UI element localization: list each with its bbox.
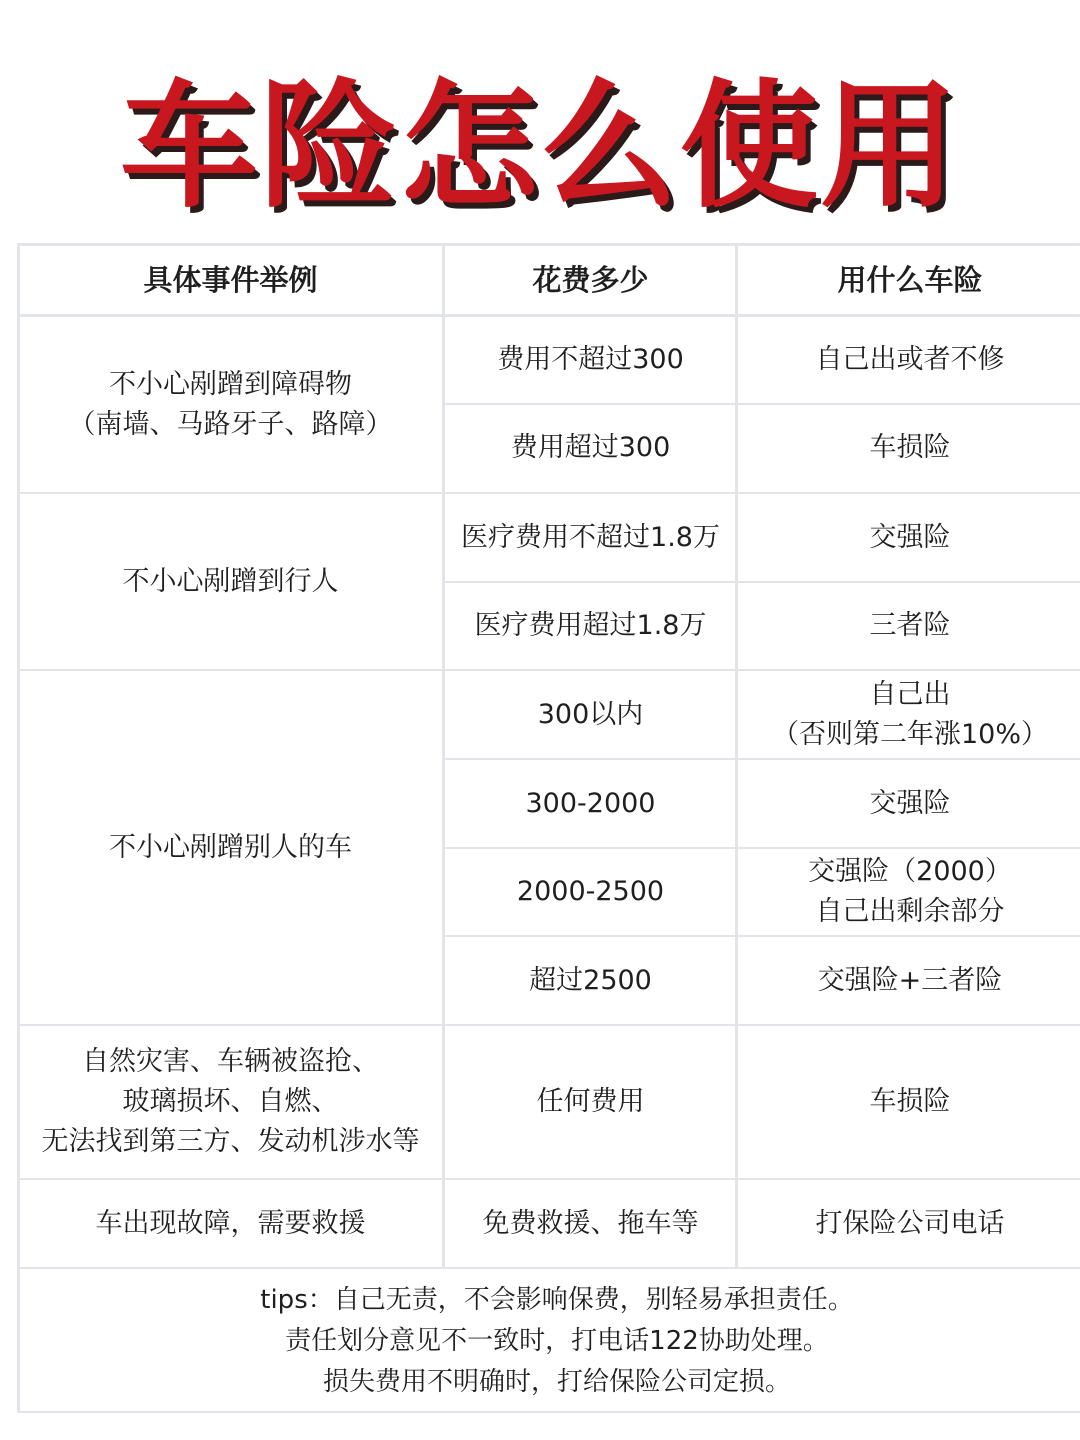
tips-line: 损失费用不明确时，打给保险公司定损。: [322, 1366, 791, 1397]
cost-cell: 医疗费用不超过1.8万: [461, 521, 720, 553]
page-title: 车险怎么使用: [119, 66, 960, 227]
insurance-cell: 交强险: [869, 521, 951, 553]
cost-cell: 任何费用: [536, 1086, 645, 1117]
cost-cell: 费用不超过300: [497, 344, 684, 375]
insurance-cell: 车损险: [869, 1086, 951, 1117]
cost-cell: 费用超过300: [510, 432, 671, 463]
header-insurance: 用什么车险: [837, 263, 983, 297]
insurance-cell: 自己出 （否则第二年涨10%）: [771, 678, 1048, 750]
cost-cell: 免费救援、拖车等: [482, 1207, 699, 1239]
header-cost: 花费多少: [532, 263, 649, 297]
event-cell: 车出现故障，需要救援: [95, 1207, 366, 1239]
cost-cell: 300以内: [537, 698, 644, 730]
insurance-cell: 交强险（2000） 自己出剩余部分: [808, 856, 1012, 927]
event-cell: 不小心剐蹭到障碍物 （南墙、马路牙子、路障）: [68, 368, 393, 440]
cost-cell: 300-2000: [525, 787, 656, 819]
cost-cell: 超过2500: [529, 964, 652, 996]
tips-line: 责任划分意见不一致时，打电话122协助处理。: [285, 1325, 829, 1356]
cost-cell: 2000-2500: [516, 876, 665, 907]
tips-line: tips：自己无责，不会影响保费，别轻易承担责任。: [260, 1284, 854, 1315]
event-cell: 不小心剐蹭到行人: [122, 565, 339, 597]
tips-block: [17, 1269, 1080, 1413]
event-cell: 自然灾害、车辆被盗抢、 玻璃损坏、自燃、 无法找到第三方、发动机涉水等: [41, 1046, 420, 1157]
insurance-cell: 车损险: [869, 432, 951, 463]
insurance-cell: 自己出或者不修: [815, 344, 1005, 375]
header-event: 具体事件举例: [143, 263, 318, 297]
insurance-cell: 交强险+三者险: [817, 964, 1003, 996]
insurance-cell: 打保险公司电话: [815, 1207, 1005, 1239]
insurance-cell: 交强险: [869, 787, 951, 819]
insurance-cell: 三者险: [869, 610, 951, 641]
insurance-table: [17, 243, 1080, 1415]
event-cell: 不小心剐蹭别人的车: [109, 831, 352, 863]
cost-cell: 医疗费用超过1.8万: [474, 610, 707, 641]
